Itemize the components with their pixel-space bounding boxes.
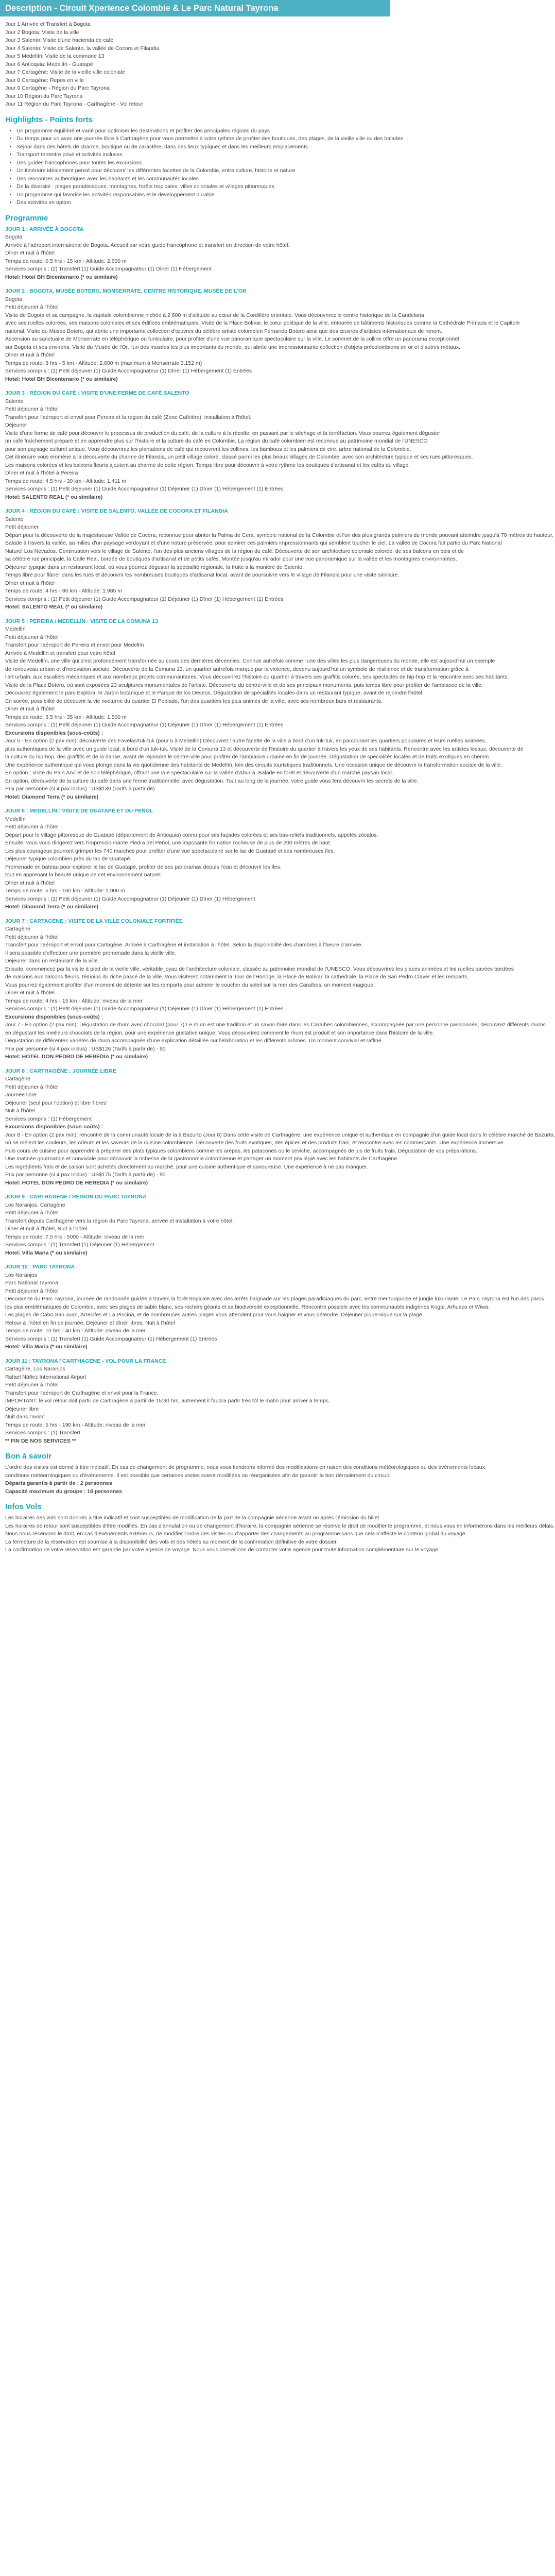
infos-vols-body bbox=[5, 1514, 555, 1554]
programme-day bbox=[5, 918, 546, 1061]
day-line: Services compris : (2) Transfert (1) Guide Accompagnateur (1) Dîner (1) Hébergement bbox=[5, 266, 212, 272]
highlights-list bbox=[5, 127, 404, 207]
infos-vols-section bbox=[5, 1502, 555, 1554]
infos-vols-line: Nous nous réservons le droit, en cas d'événements extérieurs, de modifier l'ordre des visites ou d'apporter des changements au programme sans que cela n'affecte le contenu global du voyage. bbox=[5, 1531, 467, 1537]
infos-vols-line: La fermeture de la réservation est soumise à la disponibilité des vols et des hôtels au moment de la confirmation définitive de votre dossier. bbox=[5, 1538, 338, 1545]
day-line: où se mêlent les couleurs, les odeurs et les saveurs de la cuisine colombienne. Découverte des fruits exotiques, des épices et des produits frais, et rencontre avec les commerçants. Une expérience immersive. bbox=[5, 1140, 505, 1146]
day-line: Petit déjeuner à l'hôtel bbox=[5, 1287, 59, 1294]
day-line: Bogota bbox=[5, 296, 23, 302]
day-line: Transfert pour l'aéroport et envol pour Cartagène. Arrivée à Carthagène et installation à l'hôtel. Selon la disponibilité des chambres à l'heure d'arrivée. bbox=[5, 942, 363, 948]
itinerary-line: Jour 8 Cartagène: Repos en ville bbox=[5, 77, 84, 83]
day-line: En option : visite du Parc Arví et de son téléphérique, offrant une vue spectaculaire sur la vallée d'Aburrá. Balade en forêt et découverte d'un marché paysan local. bbox=[5, 770, 393, 776]
day-line: Temps de route: 4 hrs - 80 km - Altitude: 1.985 m bbox=[5, 588, 123, 594]
day-line: Petit déjeuner à l'hôtel bbox=[5, 406, 59, 412]
programme-day bbox=[5, 287, 520, 383]
day-emphasis-line: Excursions disponibles (sous-coûts) : bbox=[5, 730, 103, 736]
day-line: les plus emblématiques de Colombie, avec ses plages de sable blanc, ses rochers géants et sa biodiversité exceptionnelle. Rencontre possible avec les communautés indigènes Kogui, Arhuaco et Wiwa. bbox=[5, 1303, 490, 1310]
day-emphasis-line: Hotel: Diamond Terra (* ou similaire) bbox=[5, 904, 99, 910]
day-line: Services compris : (1) Petit déjeuner (1) Guide Accompagnateur (1) Déjeuner (1) Dîner (1) Hébergement (1) Entrées bbox=[5, 596, 284, 602]
day-emphasis-line: Hotel: Diamond Terra (* ou similaire) bbox=[5, 793, 99, 800]
day-line: Temps libre pour flâner dans les rues et découvrir les nombreuses boutiques d'artisanat local, avant de poursuivre vers le village de Filandia pour une visite similaire. bbox=[5, 572, 400, 578]
day-line: Déjeuner (seul pour l'option) et libre 'libres' bbox=[5, 1099, 108, 1106]
day-line: tout en apprenant la beauté unique de cet environnement naturel. bbox=[5, 872, 162, 878]
day-line: Temps de route: 10 hrs - 40 km - Altitude: niveau de la mer bbox=[5, 1328, 146, 1334]
day-line: Petit déjeuner à l'hôtel bbox=[5, 1210, 59, 1216]
highlight-item: • Un programme équilibré et varié pour optimiser les destinations et profiter des principales régions du pays bbox=[16, 127, 385, 135]
day-line: Déjeuner libre bbox=[5, 1405, 39, 1412]
day-line: Ensuite, vous vous dirigerez vers l'impressionnante Piedra del Peñol, une imposante formation rocheuse de plus de 200 mètres de haut. bbox=[5, 840, 332, 846]
day-line: sa célèbre rue principale, la Calle Real, bordée de boutiques d'artisanat et de petits cafés. Montée jusqu'au mirador pour une vue panoramique sur la vallée et les montagnes environnantes. bbox=[5, 556, 457, 562]
day-line: en dégustant les meilleurs chocolats de la région, pour une expérience gustative unique. Vous découvrirez comment le rhum est produit et son importance dans l'histoire de la ville. bbox=[5, 1029, 435, 1036]
day-line: Jour 7 - En option (2 pax min): Dégustation de rhum avec chocolat (pour 7) Le rhum est une tradition et un savoir-faire dans les Caraïbes colombiennes, accompagnée par une personne passionnée, découvrez différents rhums bbox=[5, 1022, 546, 1028]
itinerary-intro bbox=[5, 21, 385, 109]
bon-a-savoir-section bbox=[5, 1451, 487, 1496]
day-title: JOUR 2 : BOGOTA, MUSÉE BOTERO, MONSERRATE, CENTRE HISTORIQUE, MUSÉE DE L'OR bbox=[5, 288, 247, 294]
highlight-item: • Des activités en option bbox=[16, 199, 385, 207]
highlight-item: • De la diversité : plages paradisiaques, montagnes, forêts tropicales, villes coloniales et villages pittoresques bbox=[16, 183, 385, 191]
day-line: Il sera possible d'effectuer une première promenade dans la vieille ville. bbox=[5, 950, 177, 956]
programme-title: Programme bbox=[5, 213, 48, 223]
programme-day bbox=[5, 618, 524, 802]
day-line: Visite de Medellín, une ville qui s'est profondément transformée au cours des dernières décennies. Connue autrefois comme l'une des villes les plus dangereuses du monde, elle est aujourd'hui un exemple bbox=[5, 658, 495, 664]
day-emphasis-line: Hotel: Villa Maria (* ou similaire) bbox=[5, 1249, 88, 1256]
day-line: Temps de route: 5 hrs - 160 km - Altitude: 1.900 m bbox=[5, 888, 125, 894]
page-title: Description - Circuit Xperience Colombie & Le Parc Natural Tayrona bbox=[5, 4, 279, 13]
day-line: Dégustation de différentes variétés de rhum accompagnée d'une explication détaillée sur l'élaboration et les différents arômes. Un moment convivial et raffiné. bbox=[5, 1038, 383, 1044]
day-line: sur Bogota et ses environs. Visite du Musée de l'Or, l'un des musées les plus importants du monde, qui abrite une impressionnante collection d'objets précolombiens en or et d'autres métaux. bbox=[5, 344, 460, 350]
title-bar bbox=[0, 0, 390, 16]
day-line: Temps de route: 4,5 hrs - 30 km - Altitude: 1.411 m bbox=[5, 478, 126, 484]
programme-day bbox=[5, 389, 473, 501]
day-line: Découverte du Parc Tayrona, journée de randonnée guidée à travers la forêt tropicale avec des arrêts baignade sur les plages paradisiaques du parc, entre mer turquoise et jungle luxuriante. Le Parc Tayrona est l'un des parcs bbox=[5, 1296, 544, 1302]
day-emphasis-line: Hotel: SALENTO REAL (* ou similaire) bbox=[5, 494, 103, 500]
day-emphasis-line: Excursions disponibles (sous-coûts) : bbox=[5, 1013, 103, 1020]
day-line: Temps de route: 7,5 hrs - 5000 - Altitude: niveau de la mer bbox=[5, 1233, 145, 1240]
day-line: Déjeuner typique colombien près du lac de Guatapé. bbox=[5, 856, 132, 862]
day-line: Services compris : (1) Petit déjeuner (1) Guide Accompagnateur (1) Déjeuner (1) Dîner (1) Hébergement bbox=[5, 895, 255, 902]
day-title: JOUR 1 : ARRIVÉE À BOGOTA bbox=[5, 226, 84, 232]
day-line: Transfert pour l'aéroport et envol pour Pereira et la région du café (Zone Caféière), installation à l'hôtel. bbox=[5, 414, 252, 420]
day-line: Vous pourrez également profiter d'un moment de détente sur les remparts pour admirer le coucher du soleil sur la mer des Caraïbes, un moment magique. bbox=[5, 981, 375, 988]
day-line: Services compris : (1) Petit déjeuner (1) Guide Accompagnateur (1) Déjeuner (1) Dîner (1) Hébergement (1) Entrées bbox=[5, 486, 284, 492]
day-title: JOUR 3 : RÉGION DU CAFÉ : VISITE D'UNE FERME DE CAFÉ SALENTO bbox=[5, 390, 189, 396]
day-line: Medellín bbox=[5, 626, 26, 632]
day-line: Retour à l'hôtel en fin de journée, Déjeuner et dîner libres, Nuit à l'hôtel bbox=[5, 1319, 175, 1326]
itinerary-line: Jour 7 Cartagène: Visite de la vieille ville coloniale bbox=[5, 69, 125, 75]
programme-days bbox=[5, 226, 555, 1446]
day-line: Départ pour le village pittoresque de Guatapé (département de Antioquia) connu pour ses façades colorées et ses bas-reliefs traditionnels, appelés zócalos. bbox=[5, 832, 378, 838]
day-line: Parc National Tayrona bbox=[5, 1280, 59, 1286]
day-emphasis-line: Hotel: Hotel BH Bicentenario (* ou similaire) bbox=[5, 274, 118, 280]
day-line: Puis cours de cuisine pour apprendre à préparer des plats typiques colombiens comme les arepas, les patacones ou le ceviche, accompagnés de jus de fruits frais. Dégustation de vos préparations. bbox=[5, 1147, 477, 1154]
day-line: Visite de la Place Botero, où sont exposées 23 sculptures monumentales de l'artiste. Découverte du centre-ville et de ses principaux monuments, puis temps libre pour profiter de l'ambiance de la ville. bbox=[5, 682, 483, 688]
highlight-item: • Des guides francophones pour toutes les excursions bbox=[16, 159, 385, 167]
day-title: JOUR 7 : CARTAGÈNE : VISITE DE LA VILLE COLONIALE FORTIFIÉE bbox=[5, 918, 183, 924]
day-title: JOUR 9 : CARTHAGÈNE / RÉGION DU PARC TAYRONA bbox=[5, 1194, 147, 1200]
day-line: Jour 8 - En option (2 pax min): rencontre de la communauté locale de la à Bazurto (Jour 8) Dans cette visite de Carthagène, une expérience unique et authentique en compagnie d'un guide local dans le célèbre marché de Bazurto, bbox=[5, 1131, 555, 1138]
day-line: Petit déjeuner à l'hôtel bbox=[5, 934, 59, 940]
day-line: pour son paysage culturel unique. Vous découvrirez les plantations de café qui recouvrent les collines, les bambous et les palmiers de cire, arbre national de la Colombie. bbox=[5, 446, 411, 452]
day-line: Dîner et nuit à l'hôtel bbox=[5, 879, 55, 886]
day-title: JOUR 6 : MEDELLÍN : VISITE DE GUATAPÉ ET DU PEÑOL bbox=[5, 808, 153, 814]
day-line: Services compris : (1) Transfert (1) Déjeuner (1) Hébergement bbox=[5, 1242, 154, 1248]
programme-section bbox=[5, 213, 555, 1446]
bon-a-savoir-line: conditions météorologiques ou d'événements. Il est possible que certaines visites soient modifiées ou réorganisées afin de garantir le bon déroulement du circuit. bbox=[5, 1472, 391, 1479]
day-line: Arrivée à l'aéroport international de Bogota. Accueil par votre guide francophone et transfert en direction de votre hôtel. bbox=[5, 242, 290, 248]
day-line: Les maisons colorées et les balcons fleuris ajoutent au charme de cette région. Temps libre pour découvrir à votre rythme les boutiques d'artisanat et les cafés du village. bbox=[5, 462, 410, 468]
day-line: Petit déjeuner bbox=[5, 524, 39, 530]
day-line: Découvrez également le parc Explora, le Jardin botanique et le Parque de los Deseos. Dégustation de spécialités locales dans un restaurant typique, avant de rejoindre l'hôtel. bbox=[5, 690, 424, 696]
day-line: En soirée, possibilité de découvrir la vie nocturne du quartier El Poblado, l'un des quartiers les plus animés de la ville, avec ses nombreux bars et restaurants. bbox=[5, 698, 383, 704]
day-line: Services compris : (1) Petit déjeuner (1) Guide Accompagnateur (1) Déjeuner (1) Dîner (1) Hébergement (1) Entrées bbox=[5, 1006, 284, 1012]
day-line: Medellín bbox=[5, 816, 26, 822]
day-line: Bogota bbox=[5, 234, 23, 240]
day-line: Dîner et nuit à l'hôtel bbox=[5, 580, 55, 586]
day-line: Visite d'une ferme de café pour découvrir le processus de production du café, de la culture à la récolte, en passant par le séchage et la torréfaction. Vous pourrez également déguster bbox=[5, 430, 440, 436]
programme-day bbox=[5, 226, 385, 282]
day-line: IMPORTANT: le vol retour doit partir de Carthagène à partir de 15:30 hrs, autrement il faudra partir très tôt le matin pour arriver à temps. bbox=[5, 1398, 331, 1404]
day-line: Arrivée à Medellín et transfert pour votre hôtel bbox=[5, 650, 115, 656]
infos-vols-line: La confirmation de votre réservation est garantie par votre agence de voyage. Nous vous conseillons de contacter votre agence pour toute information complémentaire sur le voyage. bbox=[5, 1547, 440, 1553]
highlight-item: • Un programme qui favorise les activités responsables et le développement durable bbox=[16, 191, 385, 199]
highlights-section bbox=[5, 115, 404, 207]
infos-vols-line: Les horaires de retour sont susceptibles d'être modifiés. En cas d'annulation ou de changement d'horaire, la compagnie aérienne se réserve le droit de modifier le programme, et nous vous en informerons dans les meilleurs délais. bbox=[5, 1522, 555, 1529]
day-line: Dîner et nuit à l'hôtel bbox=[5, 352, 55, 358]
day-line: l'art urbain, aux escaliers mécaniques et aux nombreux projets communautaires. Vous découvrirez l'histoire du quartier à travers ses graffitis colorés, ses spectacles de hip-hop et la rencontre avec ses habitants. bbox=[5, 674, 509, 680]
day-line: Ensuite, commencez par la visite à pied de la vieille ville, véritable joyau de l'architecture coloniale, classée au patrimoine mondial de l'UNESCO. Vous découvrirez les places animées et les ruelles pavées bordées bbox=[5, 965, 514, 972]
day-line: Transfert depuis Carthagène vers la région du Parc Tayrona, arrivée et installation à votre hôtel. bbox=[5, 1217, 234, 1224]
highlight-item: • Du temps pour un avec une journée libre à Carthagène pour vous permettre à votre rythme de profiter des boutiques, des plages, de la vieille ville ou des balades bbox=[16, 135, 385, 143]
itinerary-line: Jour 11 Région du Parc Tayrona - Carthagène - Vol retour bbox=[5, 101, 144, 107]
itinerary-line: Jour 5 Medellín: Visite de la commune 13 bbox=[5, 53, 105, 59]
day-line: Départ pour la découverte de la majestueuse Vallée de Cocora, reconnue pour abriter la Palma de Cera, symbole national de la Colombie et l'un des plus grands palmiers du monde pouvant atteindre jusqu'à 70 mètres de hauteur. bbox=[5, 532, 553, 538]
day-emphasis-line: Hotel: HOTEL DON PEDRO DE HEREDIA (* ou similaire) bbox=[5, 1054, 148, 1060]
day-emphasis-line: Hotel: SALENTO REAL (* ou similaire) bbox=[5, 604, 103, 610]
day-line: Les plus courageux pourront grimper les 740 marches pour profiter d'une vue spectaculaire sur le lac de Guatapé et ses nombreuses îles. bbox=[5, 848, 335, 854]
day-line: Les ingrédients frais et de saison sont achetés directement au marché, pour une cuisine authentique et savoureuse. Une expérience à ne pas manquer. bbox=[5, 1163, 369, 1170]
bon-a-savoir-title: Bon à savoir bbox=[5, 1452, 52, 1461]
day-line: Balade à travers la vallée, au milieu d'un paysage verdoyant et d'une nature préservée, pour admirer ces palmiers impressionnants qui semblent toucher le ciel. La vallée de Cocora fait partie du Parc National bbox=[5, 540, 502, 546]
day-line: Prix par personne (si 4 pax inclus) : US$126 (Tarifs à partir de) - 90 bbox=[5, 1045, 166, 1052]
bon-a-savoir-body bbox=[5, 1464, 487, 1496]
day-line: Promenade en bateau pour explorer le lac de Guatapé, profiter de ses panoramas depuis l'eau et découvrir les îles. bbox=[5, 863, 282, 870]
day-line: Cartagène, Los Naranjos bbox=[5, 1366, 65, 1372]
day-line: Salento bbox=[5, 398, 24, 404]
day-line: avec ses ruelles colorées, ses maisons coloniales et ses édifices emblématiques. Visite de la Place Bolívar, le cœur politique de la ville, entourée de bâtiments historiques comme la Cathédrale Primada et le Capitole bbox=[5, 320, 520, 326]
day-title: JOUR 11 : TAYRONA / CARTHAGÈNE - VOL POUR LA FRANCE bbox=[5, 1358, 166, 1364]
day-line: Déjeuner dans un restaurant de la ville. bbox=[5, 958, 99, 964]
itinerary-line: Jour 3 Salento: Visite d'une hacienda de café bbox=[5, 37, 114, 43]
day-line: Nuit à l'hôtel bbox=[5, 1108, 35, 1114]
day-title: JOUR 4 : RÉGION DU CAFÉ : VISITE DE SALENTO, VALLÉE DE COCORA ET FILANDIA bbox=[5, 508, 228, 514]
day-line: Nuit dans l'avion bbox=[5, 1414, 45, 1420]
day-emphasis-line: ** FIN DE NOS SERVICES ** bbox=[5, 1437, 77, 1444]
day-line: Petit déjeuner à l'hôtel bbox=[5, 824, 59, 830]
bon-a-savoir-line: Capacité maximum du groupe : 16 personnes bbox=[5, 1488, 122, 1495]
highlight-item: • Des rencontres authentiques avec les habitants et les communautés locales bbox=[16, 175, 385, 183]
day-line: Ascension au sanctuaire de Monserrate en téléphérique ou funiculaire, pour profiter d'une vue panoramique spectaculaire sur la ville. Le sommet de la colline offre un panorama exceptionnel bbox=[5, 336, 459, 342]
day-line: Petit déjeuner à l'hôtel bbox=[5, 304, 59, 310]
itinerary-line: Jour 9 Cartagène - Région du Parc Tayrona bbox=[5, 85, 110, 91]
day-line: Salento bbox=[5, 516, 24, 522]
day-line: Los Naranjos bbox=[5, 1272, 37, 1278]
programme-day bbox=[5, 1263, 544, 1351]
highlights-title: Highlights - Points forts bbox=[5, 115, 93, 124]
day-line: Transfert pour l'aéroport de Pereira et envol pour Medellín bbox=[5, 642, 144, 648]
day-line: Dîner et nuit à l'hôtel à Pereira bbox=[5, 470, 78, 476]
day-line: Temps de route: 0,5 hrs - 15 km - Altitude: 2.600 m bbox=[5, 258, 127, 264]
day-line: Dîner et nuit à l'hôtel bbox=[5, 990, 55, 996]
highlight-item: • Un itinéraire idéalement pensé pour découvrir les différentes facettes de la Colombie, entre culture, histoire et nature bbox=[16, 167, 385, 175]
day-line: En option, découverte de la culture du café dans une ferme traditionnelle, avec dégustation. Tout au long de la journée, votre guide vous fera découvrir les secrets de la ville. bbox=[5, 777, 419, 784]
day-line: Petit déjeuner à l'hôtel bbox=[5, 1382, 59, 1388]
day-line: Naturel Los Nevados. Continuation vers le village de Salento, l'un des plus anciens villages de la région du café. Découverte de son architecture coloniale colorée, de ses balcons en bois et de bbox=[5, 548, 464, 554]
day-line: Services compris : (1) Petit déjeuner (1) Guide Accompagnateur (1) Déjeuner (1) Dîner (1) Hébergement (1) Entrées bbox=[5, 722, 284, 728]
day-line: Dîner et nuit à l'hôtel bbox=[5, 706, 55, 712]
programme-day bbox=[5, 1358, 385, 1446]
day-line: Services compris : (1) Petit déjeuner (1) Guide Accompagnateur (1) Dîner (1) Hébergement (1) Entrées bbox=[5, 368, 252, 374]
infos-vols-title: Infos Vols bbox=[5, 1502, 42, 1511]
day-line: Cartagène bbox=[5, 1076, 31, 1082]
day-title: JOUR 5 : PEREIRA / MEDELLÍN : VISITE DE LA COMUNA 13 bbox=[5, 618, 158, 624]
day-emphasis-line: Excursions disponibles (sous-coûts) : bbox=[5, 1124, 103, 1130]
day-emphasis-line: Hotel: Hotel BH Bicentenario (* ou similaire) bbox=[5, 376, 118, 382]
day-line: Petit déjeuner à l'hôtel bbox=[5, 1083, 59, 1090]
day-line: Services compris : (1) Hébergement bbox=[5, 1115, 92, 1122]
day-line: un café fraîchement préparé et en apprendre plus sur l'histoire et la culture du café en Colombie. La région du café colombien est reconnue au patrimoine mondial de l'UNESCO bbox=[5, 438, 428, 444]
day-line: Une expérience authentique qui vous plonge dans la vie quotidienne des habitants de Medellín, loin des circuits touristiques traditionnels. Une occasion unique de découvrir la transformation sociale de la ville. bbox=[5, 761, 502, 768]
bon-a-savoir-line: Départs garantis à partir de : 2 personnes bbox=[5, 1480, 112, 1486]
day-line: Transfert pour l'aéroport de Carthagène et envol pour la France. bbox=[5, 1389, 159, 1396]
day-title: JOUR 10 : PARC TAYRONA bbox=[5, 1264, 75, 1270]
day-line: Los Naranjos, Cartagène bbox=[5, 1201, 65, 1208]
day-line: Cet itinéraire vous emmène à la découverte du charme de Filandia, un petit village coloré, classé parmi les plus beaux villages de Colombie, avec son architecture typique et ses rues pittoresques. bbox=[5, 454, 473, 460]
day-line: de maisons aux balcons fleuris, témoins du riche passé de la ville. Vous visiterez notamment la Tour de l'Horloge, la Place de Bolívar, la cathédrale, la Place de San Pedro Claver et les remparts. bbox=[5, 974, 469, 980]
day-line: Services compris : (1) Transfert bbox=[5, 1430, 80, 1436]
day-line: Prix par personne (si 4 pax inclus) : US$175 (Tarifs à partir de) - 90 bbox=[5, 1172, 166, 1178]
programme-day bbox=[5, 1193, 385, 1257]
programme-day bbox=[5, 1067, 555, 1188]
day-line: Journée libre bbox=[5, 1092, 37, 1098]
itinerary-line: Jour 2 Bogota: Visite de la ville bbox=[5, 29, 79, 36]
day-line: national. Visite du Musée Botero, qui abrite une importante collection d'œuvres du célèbre artiste colombien Fernando Botero ainsi que des œuvres d'artistes internationaux de renom. bbox=[5, 328, 442, 334]
day-line: Les plages de Cabo San Juan, Arrecifes et La Piscina, et de nombreuses autres plages vous attendent pour vous baigner et vous détendre. Déjeuner pique-nique sur la plage. bbox=[5, 1312, 424, 1318]
day-line: Prix par personne (si 4 pax inclus) : US$139 (Tarifs à partir de) bbox=[5, 786, 155, 792]
day-line: Dîner et nuit à l'hôtel, Nuit à l'hôtel bbox=[5, 1226, 88, 1232]
infos-vols-line: Les horaires des vols sont donnés à titre indicatif et sont susceptibles de modification de la part de la compagnie aérienne avant ou après l'émission du billet. bbox=[5, 1515, 381, 1521]
day-line: Visite de Bogota et sa campagne, la capitale colombienne nichée à 2 600 m d'altitude au cœur de la Cordillère orientale. Vous découvrirez le centre historique de la Candelaria bbox=[5, 312, 424, 318]
content bbox=[0, 21, 555, 1554]
programme-day bbox=[5, 807, 385, 911]
day-title: JOUR 8 : CARTHAGÈNE : JOURNÉE LIBRE bbox=[5, 1067, 116, 1074]
day-emphasis-line: Hotel: Villa Maria (* ou similaire) bbox=[5, 1344, 88, 1350]
day-line: la culture du hip-hop, des graffitis et de la danse, avant de rejoindre le centre-ville pour profiter de l'ambiance urbaine en fin de journée. Dégustation de spécialités locales et de fruits exotiques en chemin. bbox=[5, 754, 491, 760]
day-line: Déjeuner bbox=[5, 422, 27, 428]
day-line: Temps de route: 3 hrs - 5 km - Altitude: 2.600 m (maximum à Monserrate 3.152 m) bbox=[5, 360, 202, 366]
bon-a-savoir-line: L'ordre des visites est donné à titre indicatif. En cas de changement de programme, nous vous tiendrons informé des modifications en raison des conditions météorologiques ou des événements locaux. bbox=[5, 1464, 487, 1470]
itinerary-line: Jour 10 Région du Parc Tayrona bbox=[5, 93, 83, 99]
day-line: Déjeuner typique dans un restaurant local, où vous pourrez déguster la spécialité régionale, la truite à la manière de Salento. bbox=[5, 564, 304, 570]
day-line: Temps de route: 3,5 hrs - 35 km - Altitude: 1.500 m bbox=[5, 714, 127, 720]
day-line: plus authentiques de la ville avec un guide local, à bord d'un tuk-tuk. Visite de la Comuna 13 et découverte de l'histoire du quartier à travers les yeux de ses habitants. Rencontre avec les artistes locaux, découverte de bbox=[5, 745, 524, 752]
day-line: Jour 5 - En option (2 pax min): découverte des Favelas/tuk-tuk (pour 5 à Medellín) Découvrez l'autre facette de la ville à bord d'un tuk-tuk, en parcourant les quartiers populaires et leurs ruelles animées. bbox=[5, 738, 487, 744]
highlight-item: • Séjour dans des hôtels de charme, boutique ou de caractère, dans des lieux typiques et dans les meilleurs emplacements bbox=[16, 143, 385, 151]
day-line: de renouveau urbain et d'innovation sociale. Découverte de la Comuna 13, un quartier autrefois marqué par la violence, devenu aujourd'hui un symbole de résilience et de transformation grâce à bbox=[5, 666, 469, 672]
itinerary-line: Jour 1 Arrivée et Transfert à Bogota bbox=[5, 21, 91, 27]
itinerary-line: Jour 4 Salento: Visite de Salento, la vallée de Cocora et Filandia bbox=[5, 45, 160, 52]
day-line: Temps de route: 4 hrs - 15 km - Altitude: niveau de la mer bbox=[5, 997, 143, 1004]
day-emphasis-line: Hotel: HOTEL DON PEDRO DE HEREDIA (* ou similaire) bbox=[5, 1179, 148, 1186]
day-line: Dîner et nuit à l'hôtel bbox=[5, 250, 55, 256]
itinerary-line: Jour 6 Antioquia: Medellín - Guatapé bbox=[5, 61, 93, 67]
day-line: Une matinée gourmande et conviviale pour découvrir la richesse de la gastronomie colombienne et partager un moment privilégié avec les habitants de Carthagène. bbox=[5, 1156, 399, 1162]
day-line: Temps de route: 5 hrs - 190 km - Altitude: niveau de la mer bbox=[5, 1421, 146, 1428]
day-line: Rafael Núñez International Airport bbox=[5, 1374, 86, 1380]
day-line: Cartagène bbox=[5, 926, 31, 932]
day-line: Petit déjeuner à l'hôtel bbox=[5, 634, 59, 640]
programme-day bbox=[5, 507, 553, 612]
highlight-item: • Transport terrestre privé et activités incluses bbox=[16, 151, 385, 159]
day-line: Services compris : (1) Transfert (1) Guide Accompagnateur (1) Hébergement (1) Entrées bbox=[5, 1335, 217, 1342]
